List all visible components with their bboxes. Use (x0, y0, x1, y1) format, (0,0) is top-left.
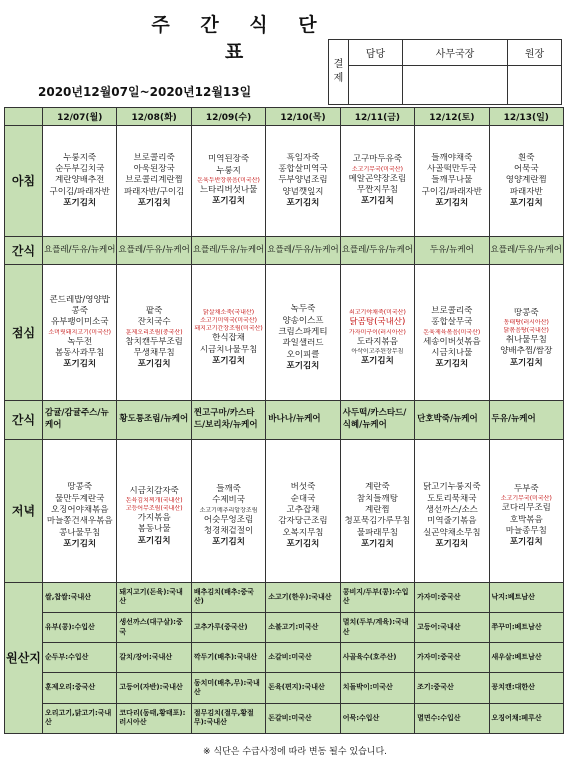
dish-item (416, 295, 487, 306)
dish-item: 소머릿돼지고기(미국산) (48, 328, 112, 336)
signature-slot-manager[interactable] (402, 66, 507, 105)
dish-item: 양배추찜/쌈장 (500, 346, 553, 357)
menu-cell (415, 126, 489, 237)
snack-cell (266, 401, 340, 439)
page-title: 주 간 식 단 표 (151, 14, 329, 63)
menu-cell (191, 265, 265, 401)
dish-item: 양송이스프 (282, 315, 324, 326)
dish-item: 계란죽 (365, 482, 390, 493)
dish-item: 양념깻잎지 (282, 186, 324, 197)
dish-item: 느타리버섯나물 (199, 184, 258, 195)
dish-item: 아삭이고추된장무침 (351, 347, 404, 355)
origin-cell: 가자미:중국산 (415, 643, 489, 673)
dish-item: 녹두전 (67, 336, 93, 347)
dish-item: 유부팽이미소국 (50, 317, 109, 328)
meal-label-dinner: 저녁 (5, 439, 43, 582)
dish-item: 돈육김치찌개(국내산) (125, 497, 183, 505)
day-header: 12/10(목) (266, 108, 340, 126)
dish-item: 물파래무침 (356, 527, 398, 538)
dish-item: 들깨무나물 (431, 175, 473, 186)
dish-item: 흰죽 (518, 152, 535, 163)
dish-item: 쇠고기야채죽(미국산) (348, 309, 406, 317)
dish-item: 땅콩죽 (67, 482, 93, 493)
approval-box (328, 39, 562, 105)
dish-item: 닭볶음탕(국내산) (503, 327, 549, 335)
menu-cell (340, 439, 414, 582)
menu-cell (43, 439, 117, 582)
origin-cell: 소갈비:미국산 (266, 643, 340, 673)
dish-item: 계란찜 (365, 504, 390, 515)
dish-item (267, 293, 338, 304)
dish-item: 콘드레밥/영양밥 (49, 294, 110, 305)
dish-item: 메알곤약장조림 (348, 173, 407, 184)
dish-item (118, 295, 189, 306)
snack-item: 요플레/두유/뉴케어 (118, 244, 190, 255)
dish-item: 포기김치 (360, 355, 394, 366)
dish-item: 계란양배추전 (55, 175, 105, 186)
dish-item: 구이김/파래자반 (421, 186, 482, 197)
dish-item (193, 473, 264, 484)
snack-item: 바나나/뉴케어 (268, 414, 321, 425)
corner-cell (5, 108, 43, 126)
menu-cell (117, 126, 191, 237)
dish-item: 콩나물무침 (59, 527, 101, 538)
origin-cell: 새우살:베트남산 (489, 643, 563, 673)
dish-item: 실곤약채소무침 (423, 527, 481, 538)
snack-item: 두유/뉴케어 (491, 414, 536, 425)
snack-cell (266, 236, 340, 264)
dish-item: 크림스파게티 (278, 327, 328, 338)
dish-item: 무생채무침 (133, 347, 175, 358)
dish-item: 취나물무침 (505, 335, 547, 345)
snack-cell (191, 401, 265, 439)
dish-item: 누룽지죽 (63, 152, 97, 163)
footnote: ※ 식단은 수급사정에 따라 변동 될수 있습니다. (202, 747, 388, 757)
snack-item: 요플레/두유/뉴케어 (267, 244, 339, 255)
snack-item: 두유/뉴케어 (429, 244, 474, 255)
menu-cell (340, 126, 414, 237)
dish-item: 시금치감자죽 (129, 485, 179, 496)
dish-item: 어슷무엉조림 (203, 514, 254, 525)
dish-item: 도라지볶음 (356, 336, 398, 347)
dish-item (44, 471, 115, 482)
dish-item: 순대국 (290, 493, 316, 504)
menu-cell (415, 439, 489, 582)
menu-cell (489, 439, 563, 582)
dish-item: 시금치나물무침 (199, 344, 258, 355)
snack-cell (117, 401, 191, 439)
origin-cell: 고추가루(중국산) (191, 612, 265, 642)
dish-item: 코다리무조림 (501, 503, 551, 514)
day-header: 12/07(월) (43, 108, 117, 126)
meal-label-breakfast: 아침 (5, 126, 43, 237)
origin-cell: 돈육(편지):국내산 (266, 673, 340, 703)
snack-item: 단호박죽/뉴케어 (417, 414, 478, 425)
snack-item: 요플레/두유/뉴케어 (192, 244, 265, 255)
snack-item: 감귤/감귤주스/뉴케어 (45, 408, 109, 430)
date-range: 2020년12월07일~2020년12월13일 (38, 85, 252, 99)
menu-cell (415, 265, 489, 401)
origin-cell: 오리고기,닭고기:국내산 (43, 703, 117, 733)
dish-item: 포기김치 (360, 538, 394, 549)
menu-cell (340, 265, 414, 401)
dish-item: 소고기무국(미국산) (351, 165, 403, 173)
dish-item: 영양계란찜 (505, 175, 547, 186)
dish-item: 포기김치 (137, 359, 171, 370)
dish-item: 가지볶음 (137, 512, 171, 523)
dish-item: 소고기미역국(미국산) (200, 317, 257, 325)
origin-cell: 멸치(두부/계육):국내산 (340, 612, 414, 642)
approval-role-staff: 담당 (349, 40, 403, 66)
dish-item (118, 474, 189, 485)
dish-item: 포기김치 (509, 537, 543, 548)
snack-item: 요플레/두유/뉴케어 (490, 244, 562, 255)
dish-item: 세송이버섯볶음 (423, 336, 481, 347)
dish-item (416, 471, 487, 482)
dish-item: 녹두죽 (290, 304, 316, 315)
snack-cell (191, 236, 265, 264)
dish-item: 포기김치 (435, 197, 469, 208)
menu-cell (117, 265, 191, 401)
weekly-menu-table (4, 107, 564, 734)
dish-item: 돼지고기간장조림(미국산) (194, 325, 263, 333)
origin-cell: 멸면수:수입산 (415, 703, 489, 733)
dish-item: 소고기메추리알장조림 (199, 506, 258, 514)
snack-cell (340, 236, 414, 264)
origin-cell: 조기:중국산 (415, 673, 489, 703)
dish-item: 파래자반 (509, 186, 543, 197)
dish-item: 고등어무조림(국내산) (125, 504, 183, 512)
origin-cell: 소고기(한우):국내산 (266, 582, 340, 612)
dish-item: 포기김치 (63, 197, 97, 208)
dish-item: 포기김치 (137, 535, 171, 546)
dish-item: 어묵국 (513, 164, 539, 174)
menu-cell (191, 439, 265, 582)
menu-cell (489, 126, 563, 237)
dish-item: 들깨야채죽 (431, 152, 473, 163)
dish-item: 오징어야채볶음 (50, 504, 109, 515)
snack-item: 요플레/두유/뉴케어 (44, 244, 116, 255)
dish-item: 과일샐러드 (282, 338, 324, 349)
dish-item: 돈육제육볶음(미국산) (423, 328, 481, 336)
dish-item: 참치들깨탕 (356, 493, 398, 504)
dish-item: 들깨죽 (216, 484, 241, 495)
dish-item: 훈제오리조림(중국산) (125, 328, 183, 336)
origin-cell: 콩비지/두부(콩):수입산 (340, 582, 414, 612)
origin-cell: 쌀,찹쌀:국내산 (43, 582, 117, 612)
dish-item: 소고기무국(미국산) (500, 495, 552, 503)
origin-cell: 갈치/장어:국내산 (117, 643, 191, 673)
snack-cell (340, 401, 414, 439)
dish-item: 마늘쫑건새우볶음 (46, 516, 113, 527)
snack-cell (43, 401, 117, 439)
dish-item: 순두부김치국 (55, 164, 105, 174)
dish-item: 미역줄기볶음 (427, 516, 477, 527)
dish-item: 포기김치 (360, 196, 394, 207)
dish-item: 동태탕(러시아산) (503, 319, 549, 327)
dish-item: 포기김치 (286, 538, 320, 549)
dish-item (342, 471, 413, 482)
origin-cell: 치돌박이:미국산 (340, 673, 414, 703)
dish-item: 한식잡채 (212, 333, 245, 344)
dish-item: 무짠지무침 (356, 184, 398, 195)
menu-cell (266, 265, 340, 401)
dish-item: 마늘종무침 (505, 525, 547, 536)
dish-item: 홍합살무국 (431, 317, 473, 328)
dish-item: 포기김치 (435, 359, 469, 370)
day-header: 12/12(토) (415, 108, 489, 126)
origin-cell: 돼지고기(돈육):국내산 (117, 582, 191, 612)
dish-item: 청포묵김가루무침 (344, 516, 411, 527)
dish-item: 생선까스/소스 (425, 504, 478, 515)
origin-cell: 유부(콩):수입산 (43, 612, 117, 642)
origin-cell: 고등어:국내산 (415, 612, 489, 642)
approval-role-director: 원장 (508, 40, 562, 66)
origin-cell: 사골육수(호주산) (340, 643, 414, 673)
dish-item: 도토리묵채국 (427, 493, 477, 504)
dish-item: 봄동사과무침 (55, 347, 105, 358)
dish-item (267, 471, 338, 482)
snack-item: 찐고구마/카스타드/보리차/뉴케어 (193, 408, 258, 430)
dish-item: 흑임자죽 (286, 152, 320, 163)
dish-item: 포기김치 (286, 197, 320, 208)
origin-cell: 어묵:수입산 (340, 703, 414, 733)
dish-item: 두부양념조림 (278, 175, 328, 186)
dish-item: 수제비국 (212, 495, 245, 506)
dish-item: 닭고기누룽지죽 (423, 482, 481, 493)
snack-cell (489, 236, 563, 264)
dish-item: 오이피클 (286, 349, 320, 360)
snack-cell (415, 401, 489, 439)
dish-item: 버섯죽 (290, 482, 316, 493)
dish-item: 브로콜리죽 (431, 306, 473, 317)
dish-item: 파래자반/구이김 (123, 186, 185, 197)
dish-item: 닭곰탕(국내산) (349, 317, 406, 328)
dish-item: 사골떡만두국 (427, 164, 477, 174)
menu-cell (266, 439, 340, 582)
dish-item: 포기김치 (137, 197, 171, 208)
origin-cell: 배추김치(배추:중국산) (191, 582, 265, 612)
snack-item: 사두떡/카스타드/식혜/뉴케어 (342, 408, 407, 430)
dish-item: 잔치국수 (137, 317, 171, 328)
dish-item: 포기김치 (63, 359, 97, 370)
dish-item: 봄동나물 (137, 524, 171, 535)
origin-cell: 생선까스(대구살):중국 (117, 612, 191, 642)
origin-cell: 오징어채:페루산 (489, 703, 563, 733)
dish-item: 두부죽 (513, 484, 539, 495)
dish-item (491, 296, 562, 307)
dish-item: 닭살채소죽(국내산) (203, 309, 255, 317)
snack-cell (43, 236, 117, 264)
dish-item: 브로콜리계란찜 (125, 175, 183, 186)
dish-item: 포기김치 (509, 357, 543, 368)
origin-cell: 고등어(자반):국내산 (117, 673, 191, 703)
dish-item: 고추잡채 (286, 504, 320, 515)
dish-item: 땅콩죽 (513, 307, 539, 318)
dish-item: 고구마두유죽 (352, 154, 403, 165)
origin-cell: 가자미:중국산 (415, 582, 489, 612)
origin-cell: 순두부:수입산 (43, 643, 117, 673)
snack-item: 황도통조림/뉴케어 (119, 414, 189, 425)
menu-cell (43, 126, 117, 237)
origin-cell: 깍두기(배추):국내산 (191, 643, 265, 673)
origin-cell: 코다리(동태,황태포):러시아산 (117, 703, 191, 733)
signature-slot-director[interactable] (508, 66, 562, 105)
dish-item: 구이김/파래자반 (49, 186, 110, 197)
dish-item: 시금치나물 (431, 347, 473, 358)
dish-item: 포기김치 (212, 355, 245, 366)
dish-item: 가자미구이(러시아산) (348, 328, 406, 336)
signature-slot-staff[interactable] (349, 66, 403, 105)
dish-item: 물만두계란국 (55, 493, 105, 504)
dish-item: 오복지무침 (282, 527, 324, 538)
meal-label-snack1: 간식 (5, 236, 43, 264)
menu-cell (43, 265, 117, 401)
dish-item: 브로콜리죽 (133, 152, 175, 163)
dish-item: 포기김치 (509, 197, 543, 208)
origin-cell: 훈제오리:중국산 (43, 673, 117, 703)
meal-label-lunch: 점심 (5, 265, 43, 401)
origin-cell: 꽁치캔:대한산 (489, 673, 563, 703)
day-header: 12/09(수) (191, 108, 265, 126)
menu-cell (266, 126, 340, 237)
day-header: 12/13(일) (489, 108, 563, 126)
menu-cell (489, 265, 563, 401)
dish-item: 포기김치 (63, 538, 97, 549)
origin-cell: 낙지:베트남산 (489, 582, 563, 612)
menu-cell (117, 439, 191, 582)
snack-cell (117, 236, 191, 264)
origin-cell: 절무김치(절무,황절무):국내산 (191, 703, 265, 733)
origin-cell: 쭈꾸미:베트남산 (489, 612, 563, 642)
dish-item: 포기김치 (435, 538, 469, 549)
origin-cell: 소불고기:미국산 (266, 612, 340, 642)
dish-item: 누룽지 (216, 165, 241, 176)
snack-cell (489, 401, 563, 439)
origin-cell: 돈갈비:미국산 (266, 703, 340, 733)
dish-item: 청경채겉절이 (203, 525, 254, 536)
dish-item: 호박볶음 (509, 514, 543, 525)
dish-item: 홍합살미역국 (278, 164, 328, 174)
approval-role-manager: 사무국장 (402, 40, 507, 66)
day-header: 12/08(화) (117, 108, 191, 126)
meal-label-origin: 원산지 (5, 582, 43, 733)
snack-item: 요플레/두유/뉴케어 (341, 244, 414, 255)
dish-item: 미역된장죽 (208, 154, 250, 165)
dish-item (342, 298, 413, 309)
day-header: 12/11(금) (340, 108, 414, 126)
dish-item: 감자당근조림 (278, 516, 328, 527)
dish-item: 돈육두반장볶음(미국산) (197, 176, 260, 184)
dish-item: 포기김치 (212, 537, 245, 548)
snack-cell (415, 236, 489, 264)
dish-item (193, 298, 264, 309)
dish-item (491, 473, 562, 484)
dish-item: 참치캔두부조림 (125, 336, 183, 347)
dish-item: 포기김치 (286, 360, 320, 371)
meal-label-snack2: 간식 (5, 401, 43, 439)
dish-item: 콩죽 (71, 306, 88, 317)
approval-label: 결 제 (329, 40, 349, 105)
menu-cell (191, 126, 265, 237)
dish-item: 아욱된장국 (133, 164, 175, 174)
dish-item: 팥죽 (145, 306, 163, 317)
dish-item: 포기김치 (212, 196, 245, 207)
origin-cell: 동치미(배추,무):국내산 (191, 673, 265, 703)
